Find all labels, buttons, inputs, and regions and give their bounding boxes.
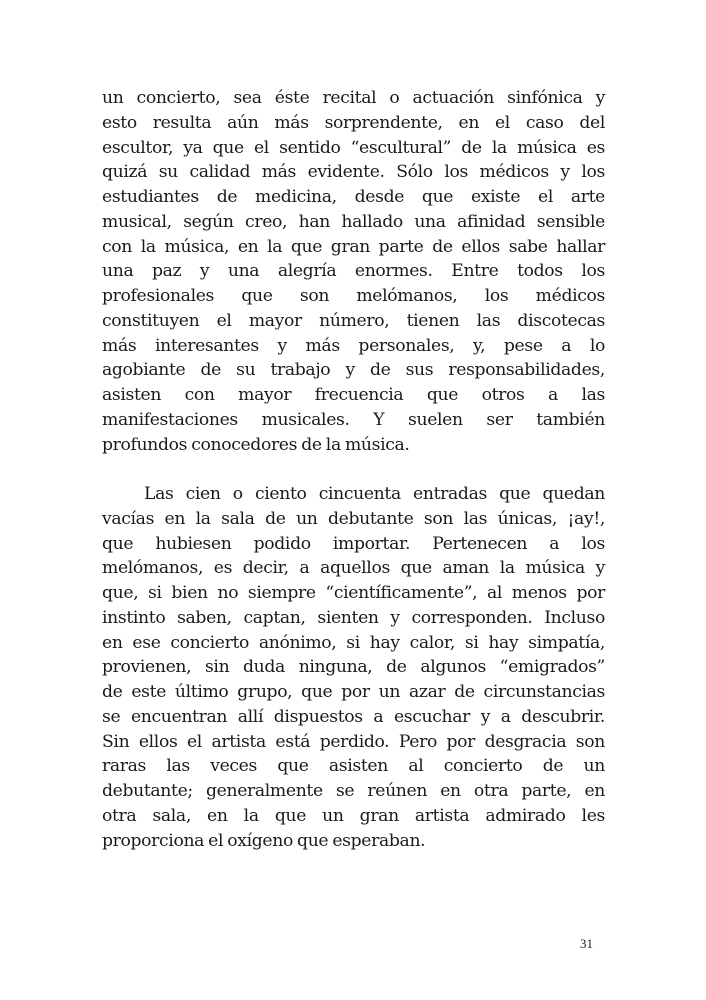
text-line: manifestaciones musicales. Y suelen ser también — [102, 409, 605, 430]
text-line: debutante; generalmente se reúnen en otra parte, en — [102, 781, 605, 801]
text-line: vacías en la sala de un debutante son las únicas, ¡ay!, — [102, 508, 605, 529]
text-line: proporciona el oxígeno que esperaban. — [102, 830, 426, 851]
text-line: agobiante de su trabajo y de sus responsabilidades, — [102, 360, 605, 381]
paragraph-1 — [102, 86, 605, 457]
text-line: de este último grupo, que por un azar de circunstancias — [102, 682, 605, 702]
text-line: más interesantes y más personales, y, pese a lo — [102, 335, 605, 356]
text-line: profundos conocedores de la música. — [102, 434, 410, 455]
text-line: asisten con mayor frecuencia que otros a las — [102, 385, 605, 405]
text-line: provienen, sin duda ninguna, de algunos “emigrados” — [102, 657, 605, 678]
text-line: estudiantes de medicina, desde que existe el arte — [102, 187, 605, 207]
text-line: se encuentran allí dispuestos a escuchar y a descubrir. — [102, 706, 605, 727]
text-line: una paz y una alegría enormes. Entre todos los — [102, 261, 605, 282]
text-line: que hubiesen podido importar. Pertenecen a los — [102, 533, 605, 554]
text-line: esto resulta aún más sorprendente, en el caso del — [102, 112, 605, 133]
text-line: instinto saben, captan, sienten y corresponden. Incluso — [102, 607, 605, 628]
page-number: 31 — [580, 936, 593, 951]
text-line: Sin ellos el artista está perdido. Pero por desgracia son — [102, 731, 605, 752]
text-line: raras las veces que asisten al concierto de un — [102, 756, 605, 777]
text-line: un concierto, sea éste recital o actuación sinfónica y — [102, 88, 605, 108]
text-line: otra sala, en la que un gran artista admirado les — [102, 805, 605, 826]
paragraph-2 — [102, 482, 605, 853]
text-line: constituyen el mayor número, tienen las discotecas — [102, 310, 605, 331]
text-line: que, si bien no siempre “científicamente”, al menos por — [102, 583, 605, 603]
text-line: quizá su calidad más evidente. Sólo los médicos y los — [102, 162, 605, 183]
paragraph-gap — [102, 457, 605, 482]
text-line: melómanos, es decir, a aquellos que aman la música y — [102, 558, 605, 579]
text-line: con la música, en la que gran parte de ellos sabe hallar — [102, 236, 605, 257]
text-line: Las cien o ciento cincuenta entradas que quedan — [144, 484, 605, 504]
text-line: profesionales que son melómanos, los médicos — [102, 286, 605, 306]
text-line: escultor, ya que el sentido “escultural” de la música es — [102, 137, 605, 158]
body-text — [102, 86, 605, 853]
text-line: en ese concierto anónimo, si hay calor, si hay simpatía, — [102, 632, 605, 653]
text-line: musical, según creo, han hallado una afinidad sensible — [102, 211, 605, 232]
